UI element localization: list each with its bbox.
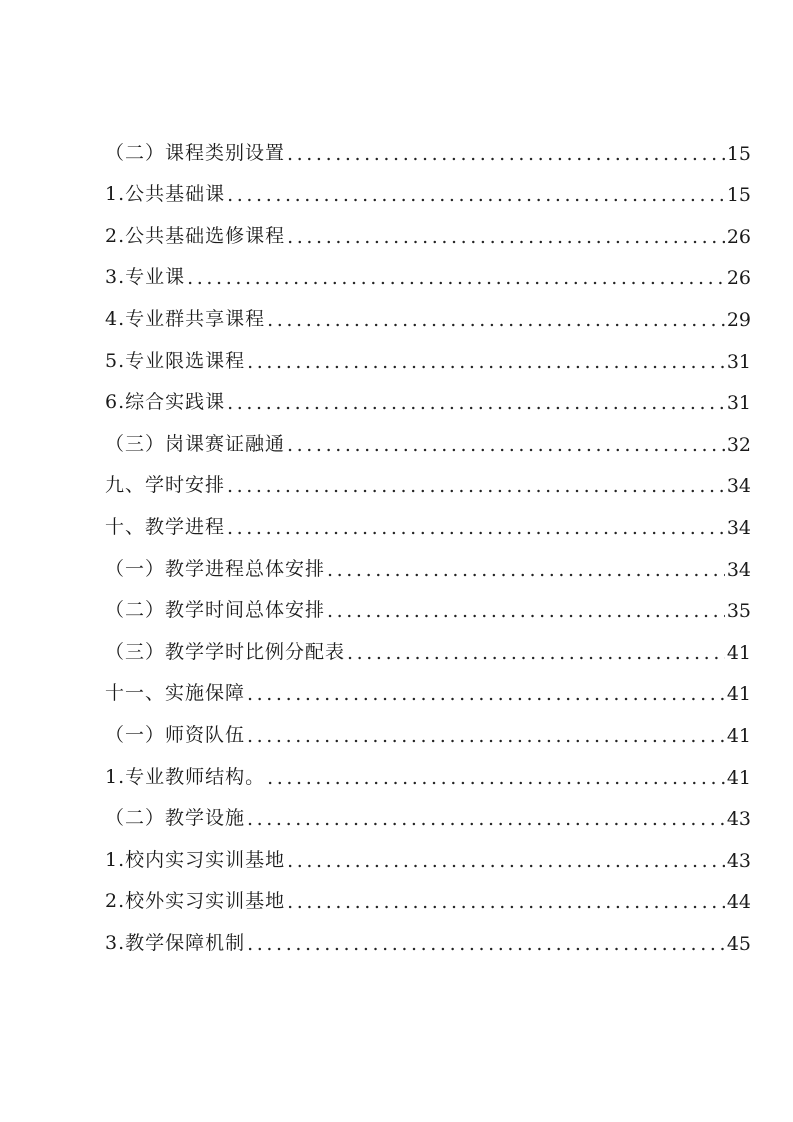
toc-page-number: 41 xyxy=(726,641,751,664)
toc-entry[interactable] xyxy=(105,507,751,549)
toc-page-number: 45 xyxy=(726,932,751,955)
toc-entry[interactable] xyxy=(105,799,751,841)
toc-entry[interactable] xyxy=(105,549,751,591)
toc-page-number: 34 xyxy=(726,516,751,539)
toc-entry-label: （二）教学设施 xyxy=(105,807,246,830)
leader-dots xyxy=(287,226,725,258)
toc-page-number: 26 xyxy=(726,225,751,248)
leader-dots xyxy=(247,351,725,383)
toc-entry-label: 1.校内实习实训基地 xyxy=(105,848,286,871)
leader-dots xyxy=(287,891,725,923)
toc-entry[interactable] xyxy=(105,715,751,757)
toc-page-number: 35 xyxy=(726,600,751,623)
toc-entry[interactable] xyxy=(105,175,751,217)
toc-page-number: 43 xyxy=(726,849,751,872)
toc-entry-label: 1.专业教师结构。 xyxy=(105,765,266,788)
toc-entry[interactable] xyxy=(105,882,751,924)
toc-entry[interactable] xyxy=(105,258,751,300)
toc-page-number: 29 xyxy=(726,308,751,331)
toc-entry[interactable] xyxy=(105,466,751,508)
toc-entry-label: 2.校外实习实训基地 xyxy=(105,890,286,913)
toc-page-number: 26 xyxy=(726,267,751,290)
leader-dots xyxy=(347,642,725,674)
toc-entry[interactable] xyxy=(105,674,751,716)
leader-dots xyxy=(227,517,725,549)
toc-entry[interactable] xyxy=(105,632,751,674)
toc-entry-label: 3.专业课 xyxy=(105,266,186,289)
toc-entry-label: （二）课程类别设置 xyxy=(105,141,286,164)
leader-dots xyxy=(267,767,725,799)
toc-entry[interactable] xyxy=(105,383,751,425)
leader-dots xyxy=(287,850,725,882)
toc-entry-label: 九、学时安排 xyxy=(105,474,226,497)
toc-page-number: 43 xyxy=(726,808,751,831)
toc-page-number: 32 xyxy=(726,433,751,456)
leader-dots xyxy=(247,933,725,965)
leader-dots xyxy=(327,559,725,591)
toc-entry-label: （三）教学学时比例分配表 xyxy=(105,640,346,663)
leader-dots xyxy=(287,143,725,175)
toc-entry-label: 十一、实施保障 xyxy=(105,682,246,705)
toc-entry-label: 4.专业群共享课程 xyxy=(105,307,266,330)
leader-dots xyxy=(227,184,725,216)
toc-page-number: 15 xyxy=(726,184,751,207)
toc-entry-label: 6.综合实践课 xyxy=(105,391,226,414)
leader-dots xyxy=(327,600,725,632)
toc-entry[interactable] xyxy=(105,840,751,882)
toc-entry-label: 2.公共基础选修课程 xyxy=(105,224,286,247)
leader-dots xyxy=(227,475,725,507)
toc-entry-label: （一）师资队伍 xyxy=(105,723,246,746)
toc-entry-label: 十、教学进程 xyxy=(105,515,226,538)
toc-entry-label: 3.教学保障机制 xyxy=(105,931,246,954)
leader-dots xyxy=(187,267,725,299)
toc-page-number: 34 xyxy=(726,475,751,498)
toc-entry[interactable] xyxy=(105,923,751,965)
toc-entry-label: 5.专业限选课程 xyxy=(105,349,246,372)
toc-entry[interactable] xyxy=(105,757,751,799)
leader-dots xyxy=(267,309,725,341)
toc-page-number: 41 xyxy=(726,766,751,789)
table-of-contents xyxy=(105,133,751,965)
toc-entry-label: （一）教学进程总体安排 xyxy=(105,557,326,580)
toc-page-number: 34 xyxy=(726,558,751,581)
toc-page-number: 15 xyxy=(726,142,751,165)
toc-entry-label: （二）教学时间总体安排 xyxy=(105,599,326,622)
toc-entry[interactable] xyxy=(105,216,751,258)
toc-entry-label: （三）岗课赛证融通 xyxy=(105,432,286,455)
leader-dots xyxy=(227,392,725,424)
leader-dots xyxy=(247,808,725,840)
toc-page-number: 31 xyxy=(726,350,751,373)
toc-entry[interactable] xyxy=(105,133,751,175)
toc-entry[interactable] xyxy=(105,591,751,633)
toc-entry-label: 1.公共基础课 xyxy=(105,183,226,206)
toc-page-number: 44 xyxy=(726,891,751,914)
toc-page-number: 31 xyxy=(726,392,751,415)
leader-dots xyxy=(287,434,725,466)
toc-page-number: 41 xyxy=(726,683,751,706)
leader-dots xyxy=(247,683,725,715)
toc-entry[interactable] xyxy=(105,424,751,466)
toc-page-number: 41 xyxy=(726,724,751,747)
toc-entry[interactable] xyxy=(105,341,751,383)
leader-dots xyxy=(247,725,725,757)
toc-entry[interactable] xyxy=(105,299,751,341)
